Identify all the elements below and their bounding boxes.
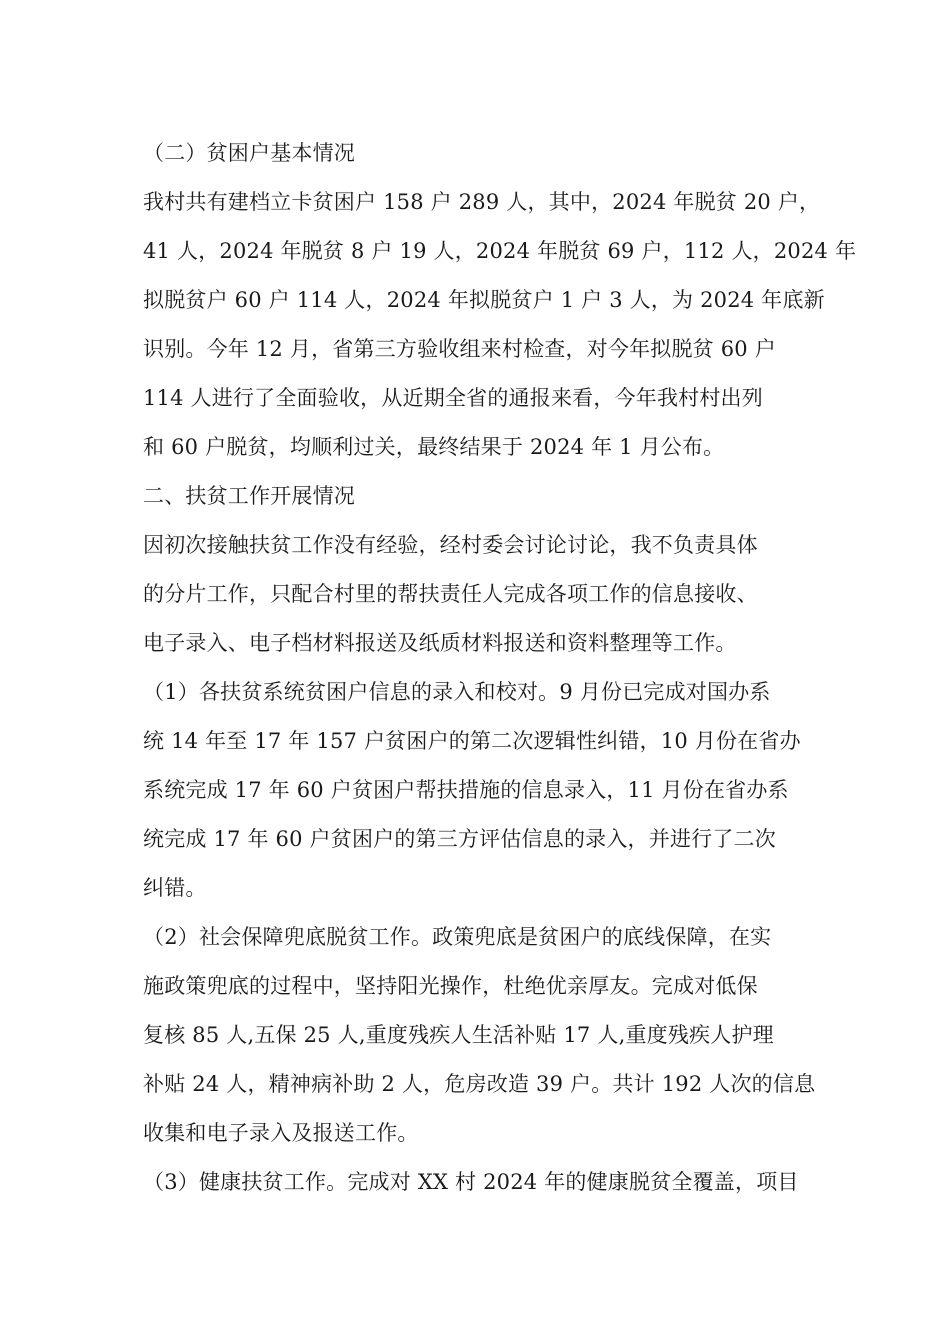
paragraph-line: 系统完成 17 年 60 户贫困户帮扶措施的信息录入，11 月份在省办系 bbox=[143, 778, 789, 802]
paragraph-line: 统 14 年至 17 年 157 户贫困户的第二次逻辑性纠错，10 月份在省办 bbox=[143, 729, 801, 753]
paragraph-line: 和 60 户脱贫，均顺利过关，最终结果于 2024 年 1 月公布。 bbox=[143, 435, 725, 459]
paragraph-line: 的分片工作，只配合村里的帮扶责任人完成各项工作的信息接收、 bbox=[143, 582, 758, 606]
section-heading-work-progress: 二、扶贫工作开展情况 bbox=[143, 484, 355, 508]
paragraph-line: 电子录入、电子档材料报送及纸质材料报送和资料整理等工作。 bbox=[143, 631, 737, 655]
paragraph-line: 收集和电子录入及报送工作。 bbox=[143, 1121, 419, 1145]
paragraph-line: 补贴 24 人，精神病补助 2 人，危房改造 39 户。共计 192 人次的信息 bbox=[143, 1072, 816, 1096]
paragraph-line: 114 人进行了全面验收，从近期全省的通报来看，今年我村村出列 bbox=[143, 386, 763, 410]
paragraph-line: 统完成 17 年 60 户贫困户的第三方评估信息的录入，并进行了二次 bbox=[143, 827, 776, 851]
paragraph-line: 因初次接触扶贫工作没有经验，经村委会讨论讨论，我不负责具体 bbox=[143, 533, 758, 557]
paragraph-line: （3）健康扶贫工作。完成对 XX 村 2024 年的健康脱贫全覆盖，项目 bbox=[143, 1170, 799, 1194]
section-heading-poor-households: （二）贫困户基本情况 bbox=[143, 141, 355, 165]
paragraph-line: 复核 85 人,五保 25 人,重度残疾人生活补贴 17 人,重度残疾人护理 bbox=[143, 1023, 774, 1047]
paragraph-line: （2）社会保障兜底脱贫工作。政策兜底是贫困户的底线保障，在实 bbox=[143, 925, 772, 949]
paragraph-line: 41 人，2024 年脱贫 8 户 19 人，2024 年脱贫 69 户，112 人，2024 年 bbox=[143, 239, 857, 263]
paragraph-line: 我村共有建档立卡贫困户 158 户 289 人，其中，2024 年脱贫 20 户， bbox=[143, 190, 821, 214]
paragraph-line: 拟脱贫户 60 户 114 人，2024 年拟脱贫户 1 户 3 人，为 2024 年底新 bbox=[143, 288, 825, 312]
paragraph-line: 施政策兜底的过程中，坚持阳光操作，杜绝优亲厚友。完成对低保 bbox=[143, 974, 758, 998]
paragraph-line: 纠错。 bbox=[143, 876, 207, 900]
paragraph-line: 识别。今年 12 月，省第三方验收组来村检查，对今年拟脱贫 60 户 bbox=[143, 337, 776, 361]
paragraph-line: （1）各扶贫系统贫困户信息的录入和校对。9 月份已完成对国办系 bbox=[143, 680, 771, 704]
